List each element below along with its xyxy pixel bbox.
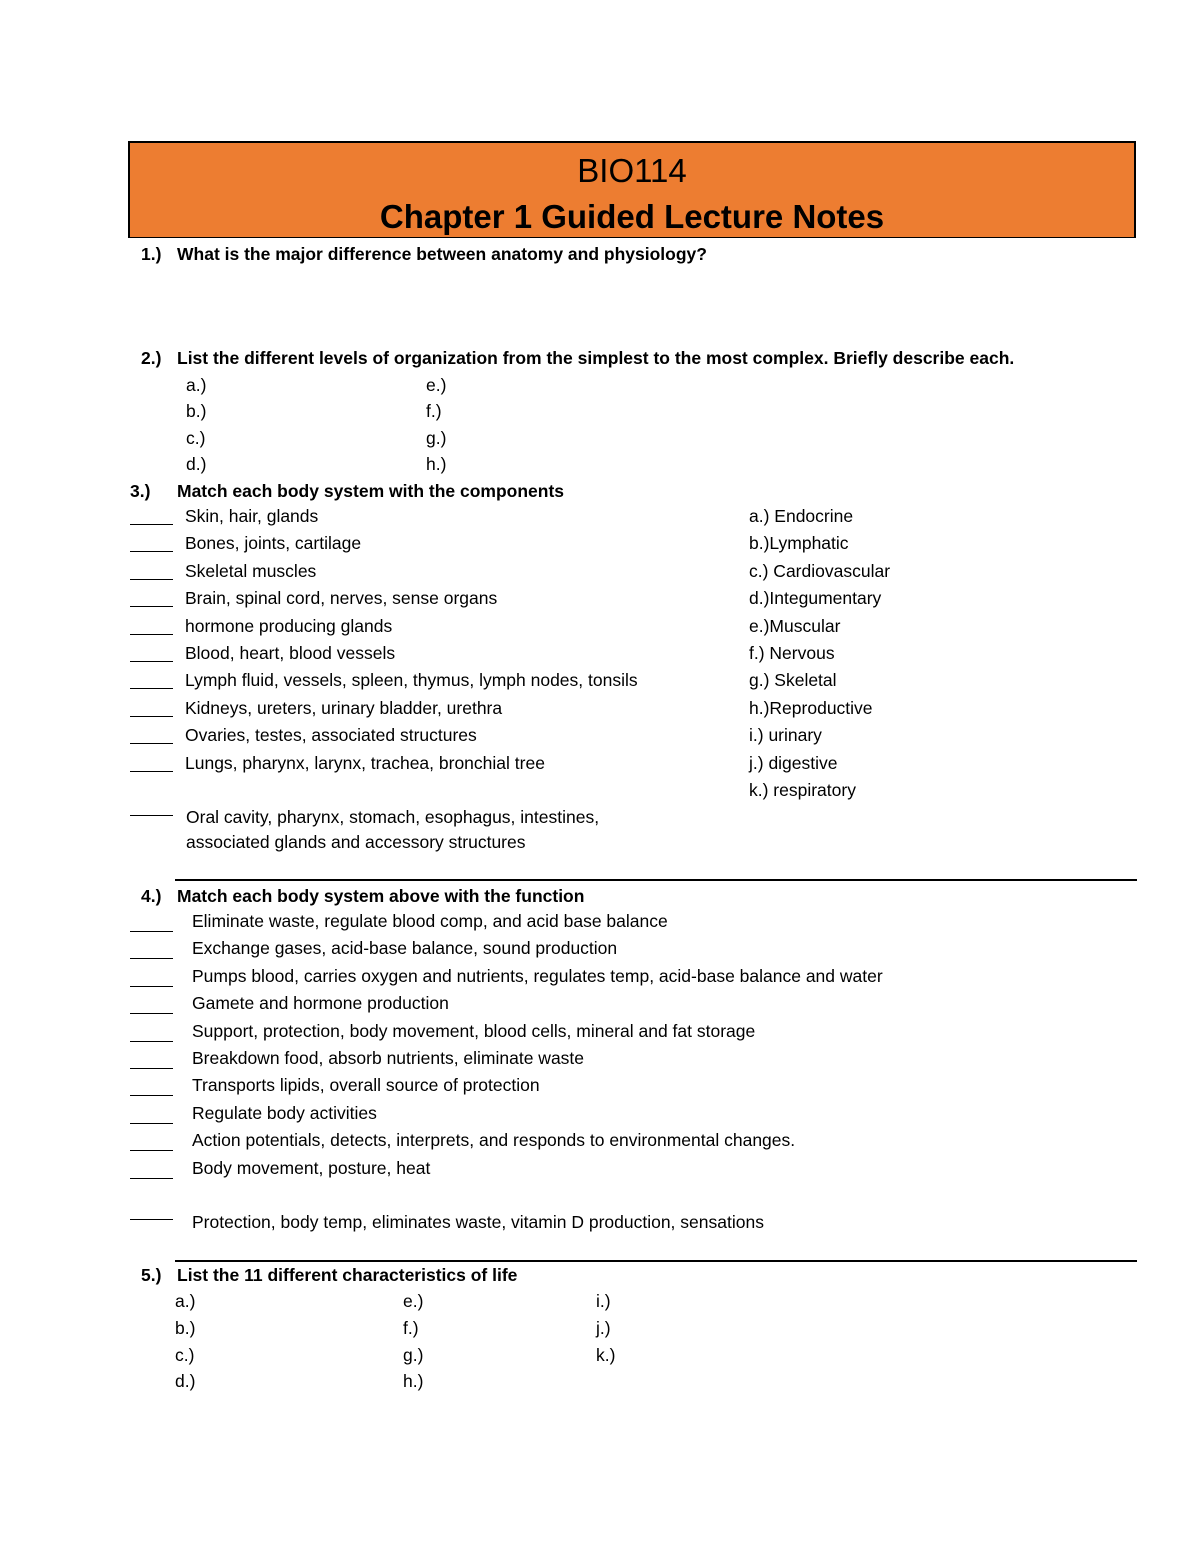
function-text: Regulate body activities (192, 1102, 377, 1123)
list-item-label: b.) (186, 401, 207, 422)
answer-blank[interactable] (130, 1095, 173, 1096)
answer-blank[interactable] (130, 688, 173, 689)
answer-blank[interactable] (130, 815, 173, 816)
component-text: Skeletal muscles (185, 560, 317, 581)
system-option: j.) digestive (749, 752, 838, 773)
answer-blank[interactable] (130, 579, 173, 580)
list-item-label: e.) (403, 1291, 424, 1311)
component-text: Bones, joints, cartilage (185, 533, 362, 554)
document-title: Chapter 1 Guided Lecture Notes (379, 198, 885, 235)
list-item-label: i.) (596, 1291, 611, 1311)
section-divider (175, 879, 1137, 881)
system-option: h.)Reproductive (749, 697, 873, 718)
system-option: e.)Muscular (749, 615, 841, 636)
list-item-label: e.) (426, 375, 447, 395)
list-item-label: h.) (426, 453, 447, 474)
list-item-label: k.) (596, 1344, 616, 1365)
list-item-label: f.) (426, 401, 442, 422)
q2-text: List the different levels of organization from the simplest to the most complex. Briefly describe each. (177, 348, 1015, 368)
answer-blank[interactable] (130, 551, 173, 552)
list-item-label: d.) (175, 1371, 196, 1392)
q4-text: Match each body system above with the function (177, 886, 585, 906)
system-option: b.)Lymphatic (749, 533, 849, 554)
function-text: Exchange gases, acid-base balance, sound production (192, 938, 618, 959)
list-item-label: a.) (175, 1291, 196, 1311)
function-text: Protection, body temp, eliminates waste, vitamin D production, sensations (192, 1212, 764, 1232)
function-text: Action potentials, detects, interprets, and responds to environmental changes. (192, 1130, 796, 1151)
q5-number: 5.) (141, 1265, 162, 1285)
component-text: Skin, hair, glands (185, 506, 319, 526)
document-header (128, 141, 1136, 238)
system-option: f.) Nervous (749, 643, 835, 663)
system-option: d.)Integumentary (749, 588, 882, 609)
section-divider (175, 1260, 1137, 1262)
answer-blank[interactable] (130, 606, 173, 607)
q2-number: 2.) (141, 348, 162, 368)
function-text: Eliminate waste, regulate blood comp, and acid base balance (192, 911, 668, 931)
component-text: Kidneys, ureters, urinary bladder, urethra (185, 697, 503, 718)
system-option: c.) Cardiovascular (749, 560, 891, 581)
answer-blank[interactable] (130, 1013, 173, 1014)
component-text: Blood, heart, blood vessels (185, 643, 396, 663)
list-item-label: c.) (186, 427, 206, 448)
q1-number: 1.) (141, 244, 162, 264)
list-item-label: g.) (403, 1344, 424, 1365)
system-option: g.) Skeletal (749, 670, 837, 691)
component-text: Oral cavity, pharynx, stomach, esophagus, intestines, (186, 807, 600, 827)
course-code: BIO114 (577, 152, 687, 189)
answer-blank[interactable] (130, 716, 173, 717)
system-option: a.) Endocrine (749, 506, 854, 526)
q3-text: Match each body system with the components (177, 481, 565, 501)
answer-blank[interactable] (130, 1041, 173, 1042)
component-text: hormone producing glands (185, 615, 393, 636)
answer-blank[interactable] (130, 986, 173, 987)
function-text: Transports lipids, overall source of protection (192, 1075, 540, 1096)
answer-blank[interactable] (130, 1219, 173, 1220)
component-text: Lymph fluid, vessels, spleen, thymus, lymph nodes, tonsils (185, 670, 638, 691)
answer-blank[interactable] (130, 634, 173, 635)
answer-blank[interactable] (130, 958, 173, 959)
function-text: Pumps blood, carries oxygen and nutrients, regulates temp, acid-base balance and water (192, 965, 883, 986)
answer-blank[interactable] (130, 743, 173, 744)
component-text: Ovaries, testes, associated structures (185, 725, 477, 746)
answer-blank[interactable] (130, 1068, 173, 1069)
system-option: k.) respiratory (749, 780, 856, 800)
function-text: Support, protection, body movement, blood cells, mineral and fat storage (192, 1020, 756, 1041)
answer-blank[interactable] (130, 931, 173, 932)
q3-number: 3.) (130, 481, 151, 501)
list-item-label: b.) (175, 1317, 196, 1338)
list-item-label: a.) (186, 375, 207, 395)
function-text: Gamete and hormone production (192, 993, 449, 1014)
list-item-label: g.) (426, 427, 447, 448)
answer-blank[interactable] (130, 1123, 173, 1124)
answer-blank[interactable] (130, 771, 173, 772)
q4-number: 4.) (141, 886, 162, 906)
component-text: Brain, spinal cord, nerves, sense organs (185, 588, 498, 609)
list-item-label: c.) (175, 1344, 195, 1365)
list-item-label: h.) (403, 1371, 424, 1392)
system-option: i.) urinary (749, 725, 822, 746)
answer-blank[interactable] (130, 1178, 173, 1179)
list-item-label: f.) (403, 1317, 419, 1338)
function-text: Breakdown food, absorb nutrients, eliminate waste (192, 1048, 585, 1068)
component-text: Lungs, pharynx, larynx, trachea, bronchial tree (185, 752, 545, 773)
component-text: associated glands and accessory structures (186, 832, 526, 852)
q1-text: What is the major difference between anatomy and physiology? (177, 244, 707, 264)
answer-blank[interactable] (130, 1150, 173, 1151)
answer-blank[interactable] (130, 661, 173, 662)
answer-blank[interactable] (130, 524, 173, 525)
list-item-label: j.) (596, 1317, 611, 1338)
function-text: Body movement, posture, heat (192, 1157, 431, 1178)
list-item-label: d.) (186, 453, 207, 474)
q5-text: List the 11 different characteristics of life (177, 1265, 518, 1285)
